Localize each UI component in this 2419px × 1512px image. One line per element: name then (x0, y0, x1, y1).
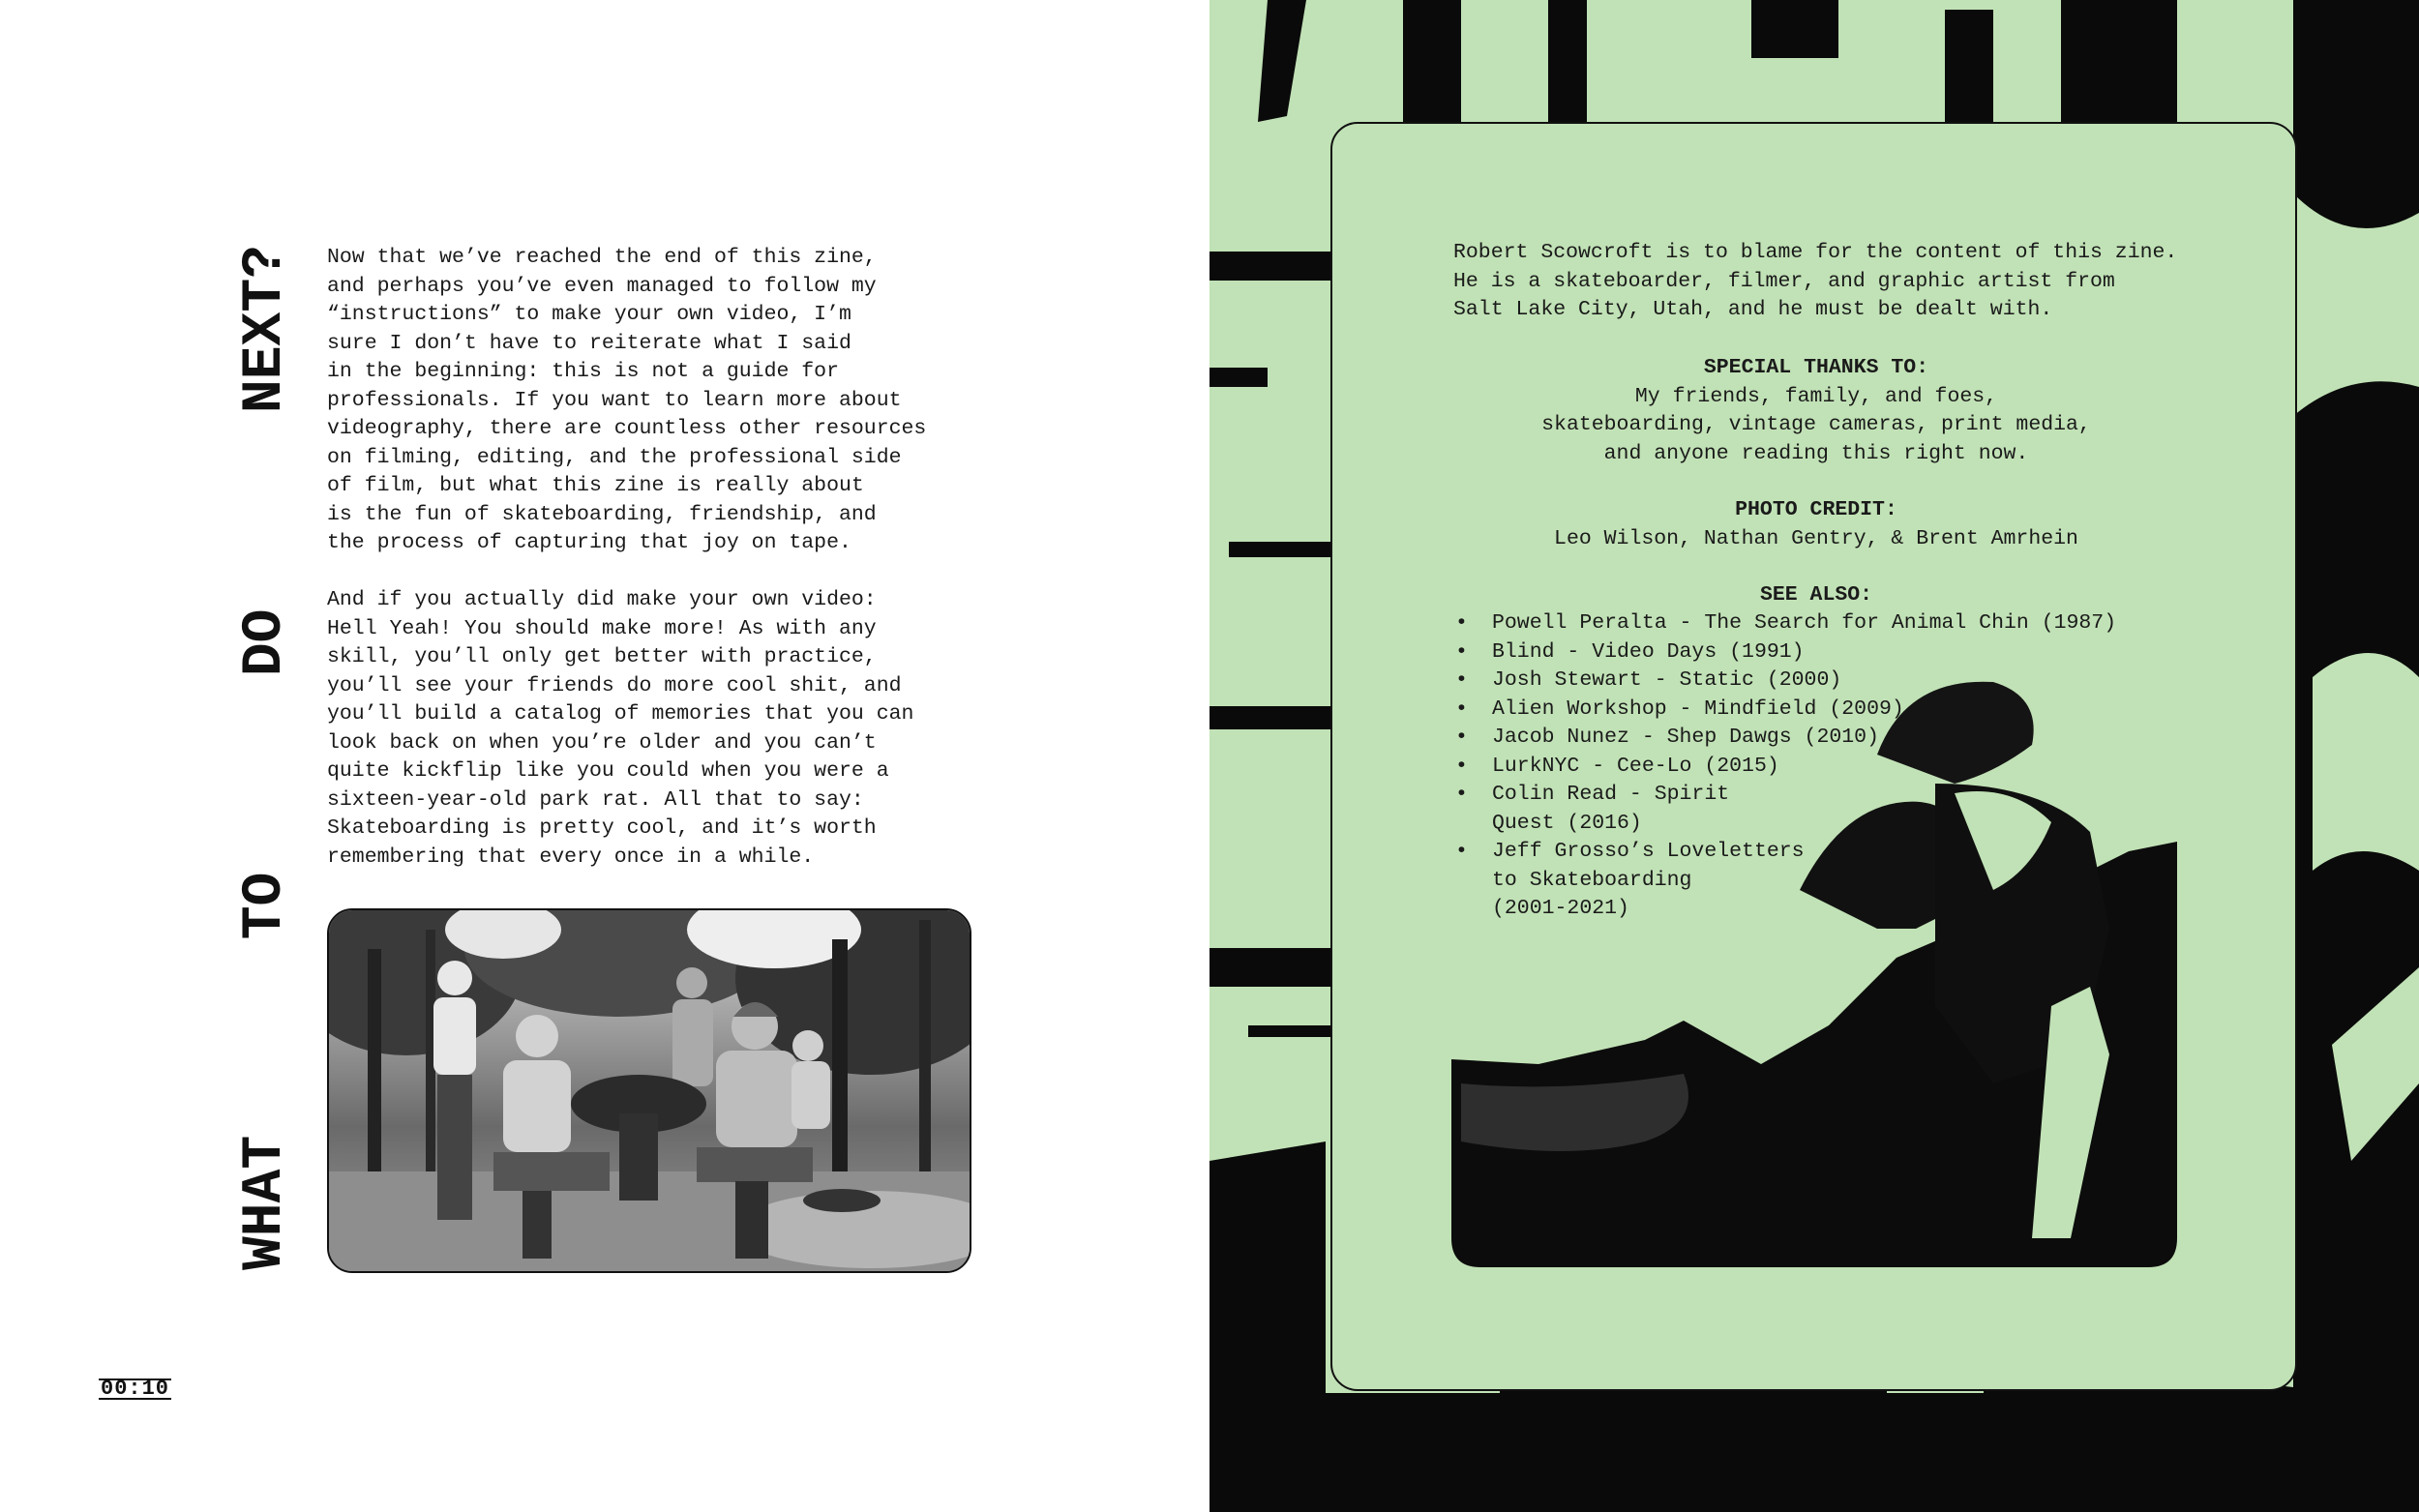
see-also-item: • Jeff Grosso’s Loveletters to Skateboarding (2001-2021) (1453, 838, 2116, 924)
special-thanks-heading: SPECIAL THANKS TO: (1703, 356, 1929, 379)
see-also-heading: SEE ALSO: (1759, 583, 1873, 607)
special-thanks-text: My friends, family, and foes, skateboarding, vintage cameras, print media, and anyone reading this right now. (1541, 384, 2091, 465)
see-also-item: • LurkNYC - Cee-Lo (2015) (1453, 753, 2116, 782)
photo-credit-heading: PHOTO CREDIT: (1735, 498, 1897, 521)
special-thanks-section (1453, 354, 2179, 468)
see-also-item: • Powell Peralta - The Search for Animal Chin (1987) (1453, 609, 2116, 638)
title-word-next: NEXT? (234, 245, 297, 414)
body-paragraph-2: And if you actually did make your own video: Hell Yeah! You should make more! As with any skill, you’ll only get better with practice, you’ll see your friends do more cool shit, and you’ll build a catalog of memories that you can look back on when you’re older and you can’t quite kickflip like you could when you were a sixteen-year-old park rat. All that to say: Skateboarding is pretty cool, and it’s worth remembering that every once in a while. (327, 588, 914, 869)
see-also-section (1453, 581, 2179, 610)
see-also-item: • Jacob Nunez - Shep Dawgs (2010) (1453, 724, 2116, 753)
title-word-to: TO (234, 872, 297, 940)
body-paragraph-1: Now that we’ve reached the end of this zine, and perhaps you’ve even managed to follow my “instructions” to make your own video, I’m sure I don’t have to reiterate what I said in the beginning: this is not a guide for professionals. If you want to learn more about videography, there are countless other resources on filming, editing, and the professional side of film, but what this zine is really about is the fun of skateboarding, friendship, and the process of capturing that joy on tape. (327, 246, 927, 554)
see-also-item: • Josh Stewart - Static (2000) (1453, 667, 2116, 696)
group-photo (327, 908, 971, 1273)
see-also-list (1453, 609, 2116, 924)
group-photo-image (329, 910, 970, 1271)
title-word-do: DO (234, 608, 297, 677)
author-bio: Robert Scowcroft is to blame for the content of this zine. He is a skateboarder, filmer, and graphic artist from Salt Lake City, Utah, and he must be dealt with. (1453, 241, 2178, 321)
photo-credit-section (1453, 496, 2179, 553)
photo-credit-text: Leo Wilson, Nathan Gentry, & Brent Amrhein (1554, 526, 2078, 550)
see-also-item: • Colin Read - Spirit Quest (2016) (1453, 781, 2116, 838)
title-word-what: WHAT (234, 1135, 297, 1270)
vertical-page-title (234, 245, 297, 1270)
see-also-item: • Blind - Video Days (1991) (1453, 638, 2116, 667)
page-number: 00:10 (101, 1377, 170, 1401)
see-also-item: • Alien Workshop - Mindfield (2009) (1453, 696, 2116, 725)
